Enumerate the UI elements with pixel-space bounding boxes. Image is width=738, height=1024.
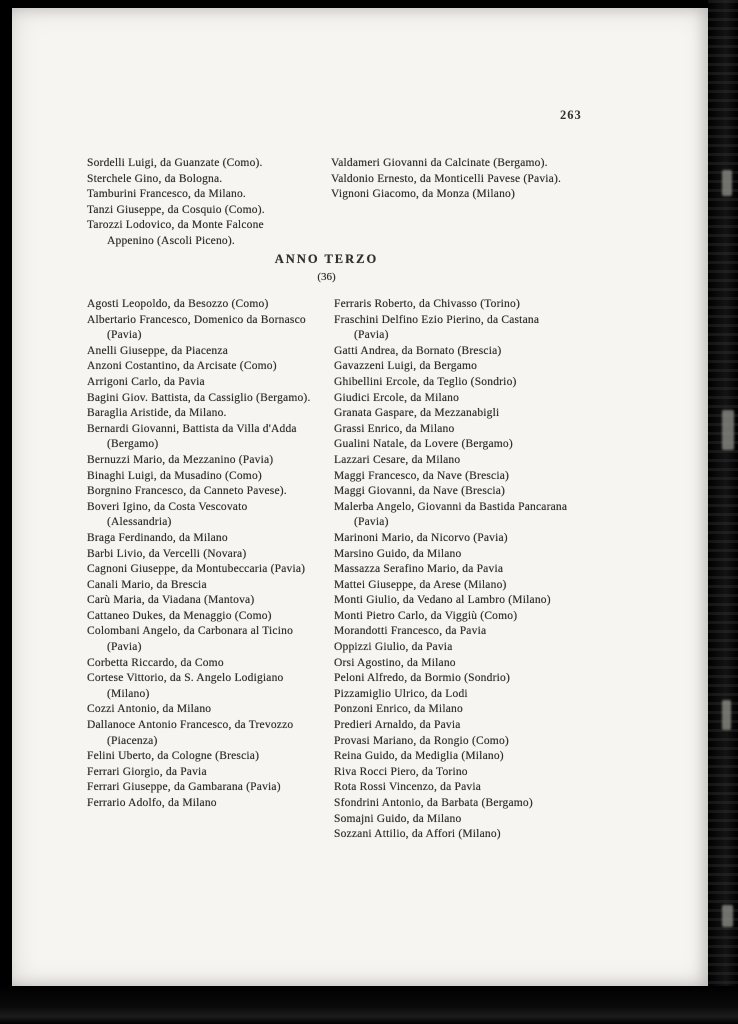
list-entry: Gualini Natale, da Lovere (Bergamo) bbox=[334, 438, 513, 451]
list-entry: Bernardi Giovanni, Battista da Villa d'Adda (Bergamo) bbox=[87, 422, 297, 451]
list-entry: Ghibellini Ercole, da Teglio (Sondrio) bbox=[334, 375, 517, 388]
list-entry: Cattaneo Dukes, da Menaggio (Como) bbox=[87, 609, 272, 622]
list-entry: Somajni Guido, da Milano bbox=[334, 812, 462, 825]
section-heading: ANNO TERZO bbox=[274, 252, 379, 266]
scan-artifact bbox=[722, 905, 733, 927]
list-entry: Monti Pietro Carlo, da Viggiù (Como) bbox=[334, 609, 518, 622]
list-entry: Maggi Francesco, da Nave (Brescia) bbox=[334, 469, 510, 482]
list-entry: Fraschini Delfino Ezio Pierino, da Castana (Pavia) bbox=[334, 313, 540, 342]
list-entry: Ferraris Roberto, da Chivasso (Torino) bbox=[334, 298, 520, 310]
list-entry: Corbetta Riccardo, da Como bbox=[87, 656, 224, 669]
list-entry: Bagini Giov. Battista, da Cassiglio (Bergamo). bbox=[87, 391, 311, 404]
scan-artifact bbox=[722, 410, 734, 450]
list-entry: Sterchele Gino, da Bologna. bbox=[87, 172, 223, 185]
list-entry: Braga Ferdinando, da Milano bbox=[87, 531, 228, 544]
top-section bbox=[87, 156, 563, 250]
list-entry: Morandotti Francesco, da Pavia bbox=[334, 625, 487, 638]
list-entry: Sfondrini Antonio, da Barbata (Bergamo) bbox=[334, 797, 533, 809]
list-entry: Canali Mario, da Brescia bbox=[87, 578, 207, 591]
top-right-column bbox=[331, 156, 563, 250]
top-left-column bbox=[87, 156, 309, 250]
list-entry: Grassi Enrico, da Milano bbox=[334, 422, 455, 435]
list-entry: Provasi Mariano, da Rongio (Como) bbox=[334, 734, 509, 747]
list-entry: Albertario Francesco, Domenico da Bornasco (Pavia) bbox=[87, 313, 306, 342]
list-entry: Carù Maria, da Viadana (Mantova) bbox=[87, 594, 255, 607]
list-entry: Tarozzi Lodovico, da Monte Falcone Appenino (Ascoli Piceno). bbox=[87, 219, 264, 247]
list-entry: Ferrari Giorgio, da Pavia bbox=[87, 765, 207, 778]
list-entry: Agosti Leopoldo, da Besozzo (Como) bbox=[87, 298, 269, 310]
list-entry: Anzoni Costantino, da Arcisate (Como) bbox=[87, 360, 277, 373]
list-entry: Lazzari Cesare, da Milano bbox=[334, 453, 461, 466]
list-entry: Borgnino Francesco, da Canneto Pavese). bbox=[87, 485, 287, 498]
main-section bbox=[87, 297, 572, 843]
list-entry: Valdameri Giovanni da Calcinate (Bergamo). bbox=[331, 157, 548, 169]
list-entry: Dallanoce Antonio Francesco, da Trevozzo (Piacenza) bbox=[87, 719, 294, 747]
section-count: (36) bbox=[317, 271, 336, 283]
list-entry: Giudici Ercole, da Milano bbox=[334, 391, 460, 404]
list-entry: Gavazzeni Luigi, da Bergamo bbox=[334, 360, 478, 373]
list-entry: Vignoni Giacomo, da Monza (Milano) bbox=[331, 188, 515, 201]
list-entry: Riva Rocci Piero, da Torino bbox=[334, 765, 468, 778]
list-entry: Massazza Serafino Mario, da Pavia bbox=[334, 563, 504, 576]
list-entry: Monti Giulio, da Vedano al Lambro (Milano) bbox=[334, 594, 551, 607]
list-entry: Colombani Angelo, da Carbonara al Ticino (Pavia) bbox=[87, 625, 294, 654]
list-entry: Malerba Angelo, Giovanni da Bastida Pancarana (Pavia) bbox=[334, 500, 568, 529]
scanned-page bbox=[12, 8, 710, 986]
list-entry: Cagnoni Giuseppe, da Montubeccaria (Pavia) bbox=[87, 563, 306, 576]
scan-edge-right bbox=[708, 0, 738, 1024]
scan-artifact bbox=[722, 170, 732, 196]
list-entry: Ferrari Giuseppe, da Gambarana (Pavia) bbox=[87, 781, 281, 794]
list-entry: Tamburini Francesco, da Milano. bbox=[87, 188, 247, 201]
list-entry: Peloni Alfredo, da Bormio (Sondrio) bbox=[334, 672, 510, 685]
list-entry: Ferrario Adolfo, da Milano bbox=[87, 797, 217, 809]
list-entry: Maggi Giovanni, da Nave (Brescia) bbox=[334, 485, 506, 498]
page-number: 263 bbox=[560, 108, 582, 122]
list-entry: Baraglia Aristide, da Milano. bbox=[87, 407, 227, 420]
list-entry: Marinoni Mario, da Nicorvo (Pavia) bbox=[334, 531, 508, 544]
scan-artifact bbox=[722, 700, 731, 730]
list-entry: Cozzi Antonio, da Milano bbox=[87, 703, 212, 716]
list-entry: Boveri Igino, da Costa Vescovato (Alessandria) bbox=[87, 500, 248, 529]
list-entry: Bernuzzi Mario, da Mezzanino (Pavia) bbox=[87, 453, 274, 466]
main-left-column bbox=[87, 297, 312, 843]
list-entry: Orsi Agostino, da Milano bbox=[334, 656, 456, 669]
list-entry: Ponzoni Enrico, da Milano bbox=[334, 703, 463, 716]
list-entry: Cortese Vittorio, da S. Angelo Lodigiano (Milano) bbox=[87, 672, 284, 700]
list-entry: Reina Guido, da Mediglia (Milano) bbox=[334, 750, 504, 763]
list-entry: Marsino Guido, da Milano bbox=[334, 547, 462, 560]
scan-edge-bottom bbox=[0, 986, 738, 1024]
list-entry: Valdonio Ernesto, da Monticelli Pavese (Pavia). bbox=[331, 172, 562, 185]
list-entry: Predieri Arnaldo, da Pavia bbox=[334, 719, 461, 732]
list-entry: Anelli Giuseppe, da Piacenza bbox=[87, 344, 228, 357]
list-entry: Tanzi Giuseppe, da Cosquio (Como). bbox=[87, 203, 265, 216]
list-entry: Rota Rossi Vincenzo, da Pavia bbox=[334, 781, 482, 794]
list-entry: Arrigoni Carlo, da Pavia bbox=[87, 375, 205, 388]
list-entry: Felini Uberto, da Cologne (Brescia) bbox=[87, 750, 260, 763]
list-entry: Sozzani Attilio, da Affori (Milano) bbox=[334, 828, 501, 841]
list-entry: Granata Gaspare, da Mezzanabigli bbox=[334, 407, 500, 420]
list-entry: Binaghi Luigi, da Musadino (Como) bbox=[87, 469, 262, 482]
list-entry: Mattei Giuseppe, da Arese (Milano) bbox=[334, 578, 507, 591]
list-entry: Pizzamiglio Ulrico, da Lodi bbox=[334, 687, 468, 700]
main-right-column bbox=[334, 297, 572, 843]
list-entry: Barbi Livio, da Vercelli (Novara) bbox=[87, 547, 247, 560]
list-entry: Sordelli Luigi, da Guanzate (Como). bbox=[87, 157, 263, 169]
list-entry: Oppizzi Giulio, da Pavia bbox=[334, 641, 453, 654]
list-entry: Gatti Andrea, da Bornato (Brescia) bbox=[334, 344, 502, 357]
